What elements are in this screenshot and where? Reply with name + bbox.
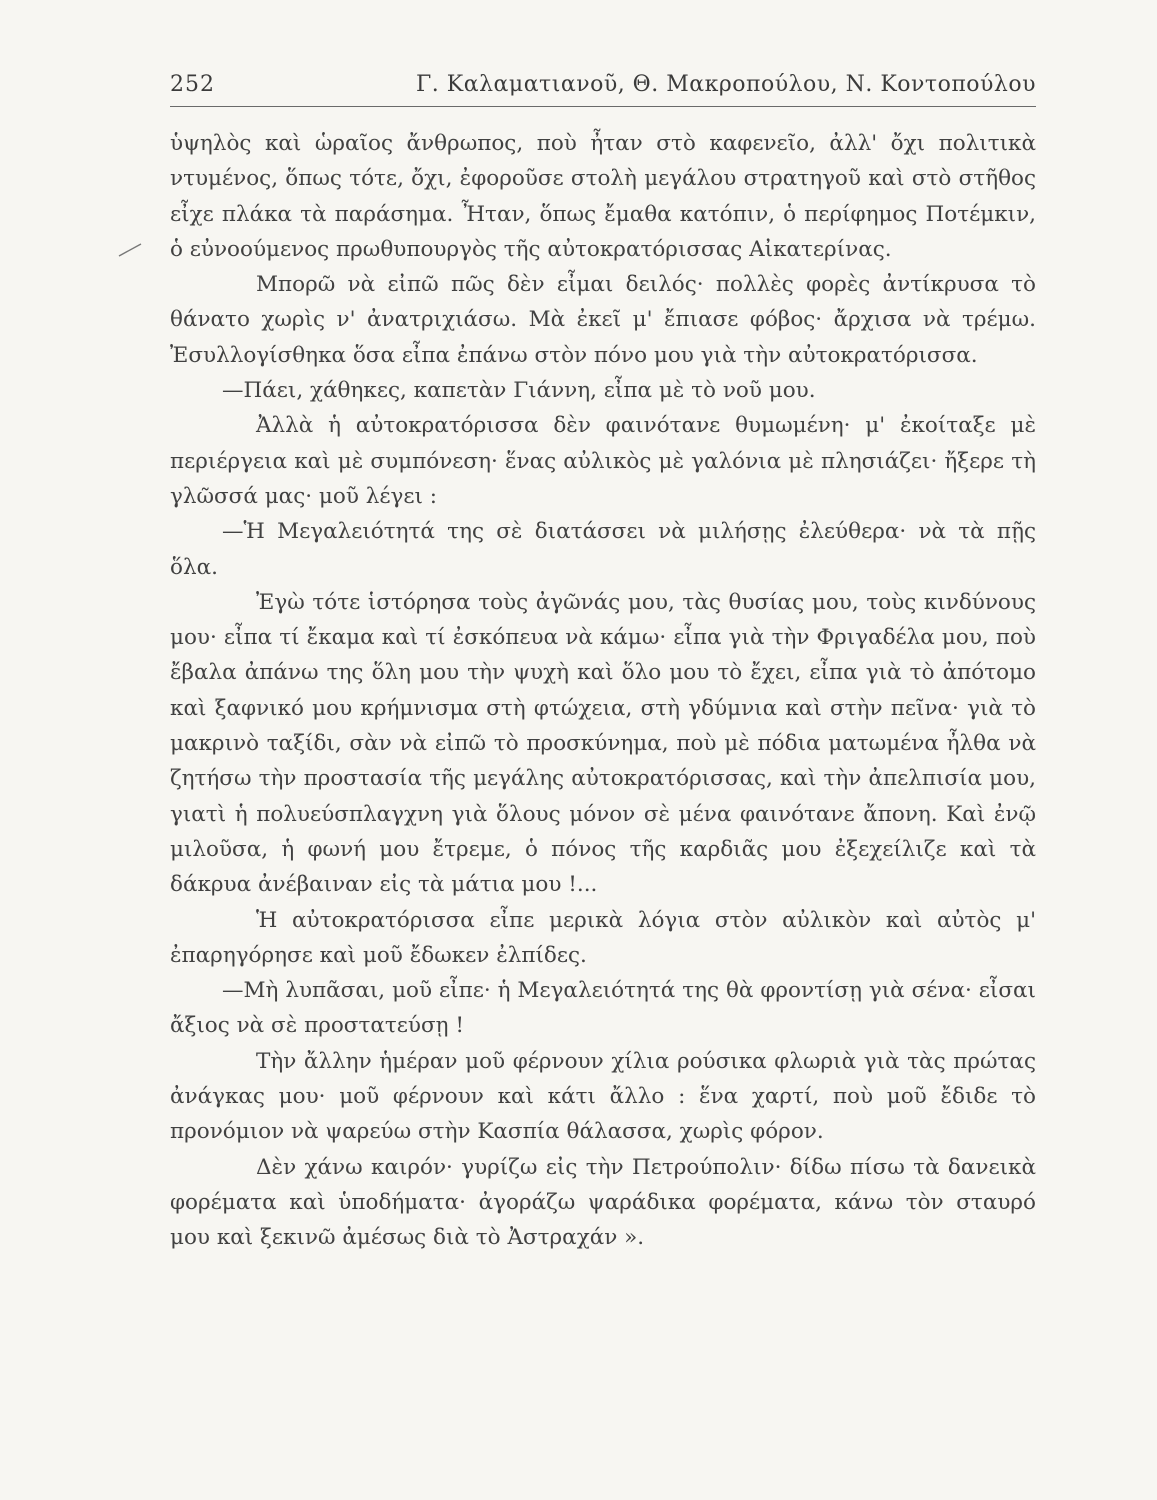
dialogue-line-3: —Μὴ λυπᾶσαι, μοῦ εἶπε· ἡ Μεγαλειότητά της θὰ φροντίσῃ γιὰ σένα· εἶσαι ἄξιος νὰ σὲ προστατεύσῃ !	[170, 978, 1036, 1039]
paragraph-10: Δὲν χάνω καιρόν· γυρίζω εἰς τὴν Πετρούπολιν· δίδω πίσω τὰ δανεικὰ φορέματα καὶ ὑποδήματα· ἀγοράζω ψαράδικα φορέματα, κάνω τὸν σταυρό μου καὶ ξεκινῶ ἀμέσως διὰ τὸ Ἀστραχάν ».	[170, 1154, 1036, 1251]
margin-pencil-mark	[117, 240, 147, 260]
paragraph-1: ὑψηλὸς καὶ ὡραῖος ἄνθρωπος, ποὺ ἦταν στὸ καφενεῖο, ἀλλ' ὄχι πολιτικὰ ντυμένος, ὅπως τότε, ὄχι, ἐφοροῦσε στολὴ μεγάλου στρατηγοῦ καὶ στὸ στῆθος εἶχε πλάκα τὰ παράσημα. Ἦταν, ὅπως ἔμαθα κατόπιν, ὁ περίφημος Ποτέμκιν, ὁ εὐνοούμενος πρωθυπουργὸς τῆς αὐτοκρατόρισσας Αἰκατερίνας.	[170, 131, 1036, 262]
running-head	[170, 68, 1036, 107]
paragraph-4: Ἀλλὰ ἡ αὐτοκρατόρισσα δὲν φαινότανε θυμωμένη· μ' ἐκοίταξε μὲ περιέργεια καὶ μὲ συμπόνεση· ἕνας αὐλικὸς μὲ γαλόνια μὲ πλησιάζει· ἤξερε τὴ γλῶσσά μας· μοῦ λέγει :	[170, 413, 1036, 509]
paragraph-2: Μπορῶ νὰ εἰπῶ πῶς δὲν εἶμαι δειλός· πολλὲς φορὲς ἀντίκρυσα τὸ θάνατο χωρὶς ν' ἀνατριχιάσω. Μὰ ἐκεῖ μ' ἔπιασε φόβος· ἄρχισα νὰ τρέμω. Ἐσυλλογίσθηκα ὅσα εἶπα ἐπάνω στὸν πόνο μου γιὰ τὴν αὐτοκρατόρισσα.	[170, 272, 1036, 368]
running-head-authors: Γ. Καλαματιανοῦ, Θ. Μακροπούλου, Ν. Κοντοπούλου	[416, 72, 1036, 97]
dialogue-line-1: —Πάει, χάθηκες, καπετὰν Γιάννη, εἶπα μὲ τὸ νοῦ μου.	[222, 378, 816, 404]
page-number: 252	[170, 72, 215, 97]
paragraph-6: Ἐγὼ τότε ἱστόρησα τοὺς ἀγῶνάς μου, τὰς θυσίας μου, τοὺς κινδύνους μου· εἶπα τί ἔκαμα καὶ τί ἐσκόπευα νὰ κάμω· εἶπα γιὰ τὴν Φριγαδέλα μου, ποὺ ἔβαλα ἀπάνω της ὅλη μου τὴν ψυχὴ καὶ ὅλο μου τὸ ἔχει, εἶπα γιὰ τὸ ἀπότομο καὶ ξαφνικό μου κρήμνισμα στὴ φτώχεια, στὴ γδύμνια καὶ στὴν πεῖνα· γιὰ τὸ μακρινὸ ταξίδι, σὰν νὰ εἰπῶ τὸ προσκύνημα, ποὺ μὲ πόδια ματωμένα ἦλθα νὰ ζητήσω τὴν προστασία τῆς μεγάλης αὐτοκρατόρισσας, καὶ τὴν ἀπελπισία μου, γιατὶ ἡ πολυεύσπλαγχνη γιὰ ὅλους μόνον σὲ μένα φαινότανε ἄπονη. Καὶ ἐνῷ μιλοῦσα, ἡ φωνή μου ἔτρεμε, ὁ πόνος τῆς καρδιᾶς μου ἐξεχείλιζε καὶ τὰ δάκρυα ἀνέβαιναν εἰς τὰ μάτια μου !...	[170, 589, 1036, 898]
body-text	[170, 126, 1036, 1256]
paragraph-9: Τὴν ἄλλην ἡμέραν μοῦ φέρνουν χίλια ρούσικα φλωριὰ γιὰ τὰς πρώτας ἀνάγκας μου· μοῦ φέρνουν καὶ κάτι ἄλλο : ἕνα χαρτί, ποὺ μοῦ ἔδιδε τὸ προνόμιον νὰ ψαρεύω στὴν Κασπία θάλασσα, χωρὶς φόρον.	[170, 1048, 1036, 1145]
paragraph-7: Ἡ αὐτοκρατόρισσα εἶπε μερικὰ λόγια στὸν αὐλικὸν καὶ αὐτὸς μ' ἐπαρηγόρησε καὶ μοῦ ἔδωκεν ἐλπίδες.	[170, 907, 1036, 968]
dialogue-line-2: —Ἡ Μεγαλειότητά της σὲ διατάσσει νὰ μιλήσῃς ἐλεύθερα· νὰ τὰ πῇς ὅλα.	[170, 519, 1036, 580]
